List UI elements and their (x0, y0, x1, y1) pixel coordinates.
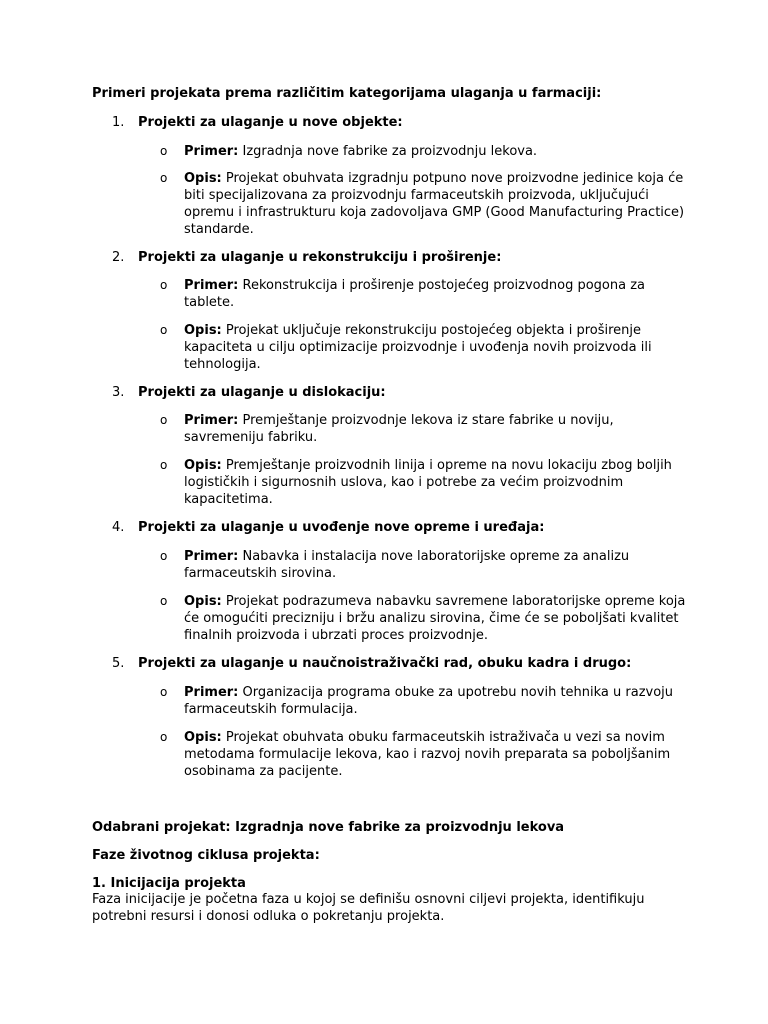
sub-item-primer (160, 548, 690, 582)
bullet-icon: o (160, 413, 168, 427)
sub-text: Organizacija programa obuke za upotrebu novih tehnika u razvoju farmaceutskih formulacija. (184, 685, 674, 717)
list-number: 5. (112, 656, 125, 671)
bullet-icon: o (160, 278, 168, 292)
sub-label: Opis: (184, 594, 222, 609)
bullet-icon: o (160, 594, 168, 608)
list-item-4 (112, 519, 544, 536)
bullet-icon: o (160, 323, 168, 337)
sub-text: Projekat obuhvata obuku farmaceutskih istraživača u vezi sa novim metodama formulacije lekova, kao i razvoj novih preparata sa poboljšanim osobinama za pacijente. (184, 730, 671, 779)
sub-text: Projekat podrazumeva nabavku savremene laboratorijske opreme koja će omogućiti precizniju i bržu analizu sirovina, čime će se poboljšati kvalitet finalnih proizvoda i ubrzati proces proizvodnje. (184, 594, 686, 643)
sub-item-primer (160, 412, 690, 446)
sub-label: Primer: (184, 685, 239, 700)
sub-label: Opis: (184, 323, 222, 338)
list-item-title: Projekti za ulaganje u naučnoistraživački rad, obuku kadra i drugo: (138, 656, 632, 671)
sub-label: Primer: (184, 144, 239, 159)
list-item-title: Projekti za ulaganje u uvođenje nove opreme i uređaja: (138, 520, 545, 535)
phase-1-title: 1. Inicijacija projekta (92, 876, 246, 891)
list-item-title: Projekti za ulaganje u nove objekte: (138, 115, 403, 130)
sub-label: Opis: (184, 458, 222, 473)
sub-item-opis (160, 322, 690, 373)
sub-text: Projekat obuhvata izgradnju potpuno nove proizvodne jedinice koja će biti specijalizovana za proizvodnju farmaceutskih proizvoda, uključujući opremu i infrastrukturu koja zadovoljava GMP (Good Manufacturing Practice) standarde. (184, 171, 685, 237)
sub-label: Primer: (184, 549, 239, 564)
sub-item-primer (160, 684, 690, 718)
bullet-icon: o (160, 458, 168, 472)
bullet-icon: o (160, 549, 168, 563)
sub-label: Opis: (184, 730, 222, 745)
sub-text: Premještanje proizvodnje lekova iz stare fabrike u noviju, savremeniju fabriku. (184, 413, 614, 445)
sub-label: Primer: (184, 413, 239, 428)
sub-text: Projekat uključuje rekonstrukciju postojećeg objekta i proširenje kapaciteta u cilju optimizacije proizvodnje i uvođenja novih proizvoda ili tehnologija. (184, 323, 652, 372)
bullet-icon: o (160, 171, 168, 185)
phases-heading: Faze životnog ciklusa projekta: (92, 848, 320, 863)
intro-heading: Primeri projekata prema različitim kategorijama ulaganja u farmaciji: (92, 86, 602, 101)
list-item-3 (112, 384, 386, 401)
sub-text: Izgradnja nove fabrike za proizvodnju lekova. (242, 144, 538, 159)
sub-item-primer (160, 277, 690, 311)
list-item-title: Projekti za ulaganje u dislokaciju: (138, 385, 386, 400)
sub-item-primer (160, 143, 690, 160)
sub-text: Rekonstrukcija i proširenje postojećeg proizvodnog pogona za tablete. (184, 278, 645, 310)
list-number: 3. (112, 385, 125, 400)
list-number: 1. (112, 115, 125, 130)
sub-text: Premještanje proizvodnih linija i opreme na novu lokaciju zbog boljih logističkih i sigurnosnih uslova, kao i potrebe za većim proizvodnim kapacitetima. (184, 458, 672, 507)
sub-item-opis (160, 457, 690, 508)
selected-project-heading: Odabrani projekat: Izgradnja nove fabrike za proizvodnju lekova (92, 820, 565, 835)
sub-item-opis (160, 729, 690, 780)
sub-label: Opis: (184, 171, 222, 186)
list-number: 4. (112, 520, 125, 535)
bullet-icon: o (160, 730, 168, 744)
sub-item-opis (160, 593, 690, 644)
sub-item-opis (160, 170, 690, 238)
phase-1-text: Faza inicijacije je početna faza u kojoj se definišu osnovni ciljevi projekta, identifikuju potrebni resursi i donosi odluka o pokretanju projekta. (92, 892, 645, 924)
bullet-icon: o (160, 144, 168, 158)
list-item-1 (112, 114, 403, 131)
list-item-5 (112, 655, 631, 672)
sub-text: Nabavka i instalacija nove laboratorijske opreme za analizu farmaceutskih sirovina. (184, 549, 630, 581)
list-number: 2. (112, 250, 125, 265)
sub-label: Primer: (184, 278, 239, 293)
list-item-2 (112, 249, 501, 266)
list-item-title: Projekti za ulaganje u rekonstrukciju i proširenje: (138, 250, 502, 265)
bullet-icon: o (160, 685, 168, 699)
